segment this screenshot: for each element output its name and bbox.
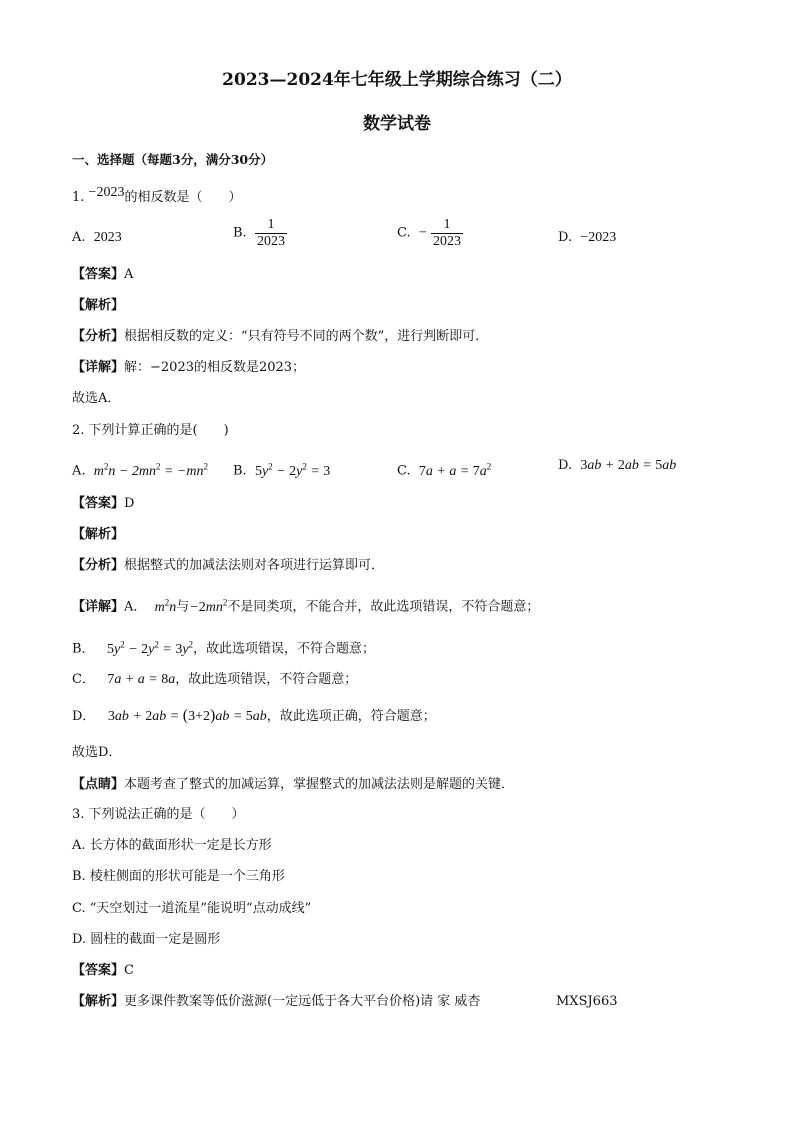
- question-number: 3.: [72, 807, 85, 822]
- option-label: C.: [397, 225, 411, 241]
- conclusion: 故选A．: [72, 391, 121, 406]
- fraction: [255, 217, 287, 250]
- detail-text: ，故此选项错误，不符合题意；: [193, 641, 376, 657]
- option-label: B.: [233, 225, 247, 241]
- math-expr: $5y^2 - 2y^2 = 3y^2$: [106, 639, 194, 657]
- fenxi-tag: 【分析】: [72, 558, 125, 573]
- denominator: 2023: [256, 234, 285, 249]
- answer-line: [72, 495, 134, 513]
- detail-c: [72, 671, 357, 689]
- question-2: [72, 422, 229, 440]
- detail-text: ，故此选项正确，符合题意；: [266, 709, 436, 724]
- minus-sign: −: [418, 225, 427, 241]
- fenxi-text: 根据整式的加减法法则对各项进行运算即可．: [124, 558, 385, 573]
- option-label: D.: [558, 230, 573, 245]
- conclusion: 故选D．: [72, 745, 122, 760]
- question-text: 下列说法正确的是（ ）: [88, 807, 245, 822]
- detail-b: [72, 635, 375, 659]
- question-1: [72, 185, 242, 207]
- fenxi-text: 根据相反数的定义：“只有符号不同的两个数”，进行判断即可．: [124, 329, 489, 344]
- option-label: A.: [72, 230, 86, 245]
- analysis-tag: [72, 297, 124, 315]
- option-c: C. “天空划过一道流星”能说明“点动成线”: [72, 901, 312, 916]
- math-expr: 3ab + 2ab = (3+2)ab = 5ab: [107, 707, 267, 724]
- math-expr: $5y^2 - 2y^2 = 3$: [254, 461, 331, 479]
- math-expr: −2023: [88, 185, 125, 200]
- option-label: C.: [397, 463, 411, 479]
- answer-value: D: [124, 496, 135, 511]
- analysis-label: 【解析】: [72, 298, 125, 313]
- detail-text: ，故此选项错误，不符合题意；: [175, 672, 358, 687]
- option-b: B. 棱柱侧面的形状可能是一个三角形: [72, 869, 285, 884]
- option-b: [233, 217, 287, 250]
- detail-label: B．: [72, 641, 95, 657]
- option-b: [233, 457, 330, 481]
- detail-label: A．: [124, 599, 147, 615]
- answer-value: C: [124, 963, 134, 978]
- analysis-tag: [72, 526, 124, 544]
- option-a: [72, 229, 122, 247]
- xiangjie-line: [72, 359, 305, 377]
- analysis-label: 【解析】: [72, 527, 125, 542]
- option-a: A. 长方体的截面形状一定是长方形: [72, 838, 272, 853]
- detail-text: 不是同类项，不能合并，故此选项错误，不符合题意；: [227, 599, 540, 615]
- page-subtitle: 数学试卷: [363, 114, 431, 134]
- question-3: [72, 806, 245, 824]
- math-expr: $-2mn^2$: [189, 597, 228, 615]
- math-expr: $m^2n - 2mn^2 = -mn^2$: [93, 461, 208, 479]
- option-value: 2023: [93, 230, 122, 245]
- option-label: B.: [233, 463, 247, 479]
- answer-tag: 【答案】: [72, 963, 125, 978]
- analysis-text: 更多课件教案等低价滋源(一定远低于各大平台价格)请 家 威杏: [124, 994, 481, 1009]
- math-expr: 3ab + 2ab = 5ab: [580, 458, 677, 473]
- option-c: [397, 217, 463, 250]
- section-heading: 一、选择题（每题3分，满分30分）: [72, 152, 274, 167]
- math-expr: $m^2n$: [154, 597, 177, 615]
- xiangjie-line: [72, 593, 539, 617]
- answer-line: [72, 266, 133, 284]
- xiangjie-tag: 【详解】: [72, 360, 125, 375]
- answer-tag: 【答案】: [72, 267, 125, 282]
- numerator: 1: [267, 217, 275, 232]
- page-title: 2023—2024年七年级上学期综合练习（二）: [222, 70, 572, 90]
- fraction: [431, 217, 463, 250]
- detail-d: [72, 707, 436, 726]
- answer-value: A: [124, 267, 134, 282]
- math-expr: 7a + a = 8a: [107, 672, 176, 687]
- detail-connector: 与: [176, 599, 190, 615]
- fenxi-line: [72, 557, 384, 575]
- fenxi-tag: 【分析】: [72, 329, 125, 344]
- dianjing-line: [72, 776, 514, 794]
- option-d: [558, 229, 616, 247]
- option-label: D.: [558, 458, 573, 473]
- question-number: 2.: [72, 423, 85, 438]
- option-c: [397, 457, 491, 481]
- option-a: [72, 457, 208, 481]
- question-number: 1.: [72, 190, 85, 205]
- option-d: D. 圆柱的截面一定是圆形: [72, 932, 221, 947]
- option-d: [558, 457, 676, 475]
- answer-line: [72, 962, 134, 980]
- xiangjie-tag: 【详解】: [72, 599, 125, 615]
- answer-tag: 【答案】: [72, 496, 125, 511]
- fenxi-line: [72, 328, 488, 346]
- dianjing-tag: 【点睛】: [72, 777, 125, 792]
- numerator: 1: [443, 217, 451, 232]
- question-text: 下列计算正确的是( ): [88, 423, 229, 438]
- xiangjie-text: 解：−2023的相反数是2023；: [124, 360, 306, 375]
- math-expr: $7a + a = 7a^2$: [418, 461, 492, 479]
- watermark-code: MXSJ663: [556, 994, 618, 1009]
- detail-label: D．: [72, 709, 96, 724]
- analysis-label: 【解析】: [72, 994, 125, 1009]
- dianjing-text: 本题考查了整式的加减运算，掌握整式的加减法法则是解题的关键．: [124, 777, 515, 792]
- denominator: 2023: [432, 234, 461, 249]
- question-text: 的相反数是（ ）: [124, 190, 242, 205]
- option-value: −2023: [580, 230, 617, 245]
- analysis-line: [72, 993, 480, 1011]
- detail-label: C．: [72, 672, 95, 687]
- option-label: A.: [72, 463, 86, 479]
